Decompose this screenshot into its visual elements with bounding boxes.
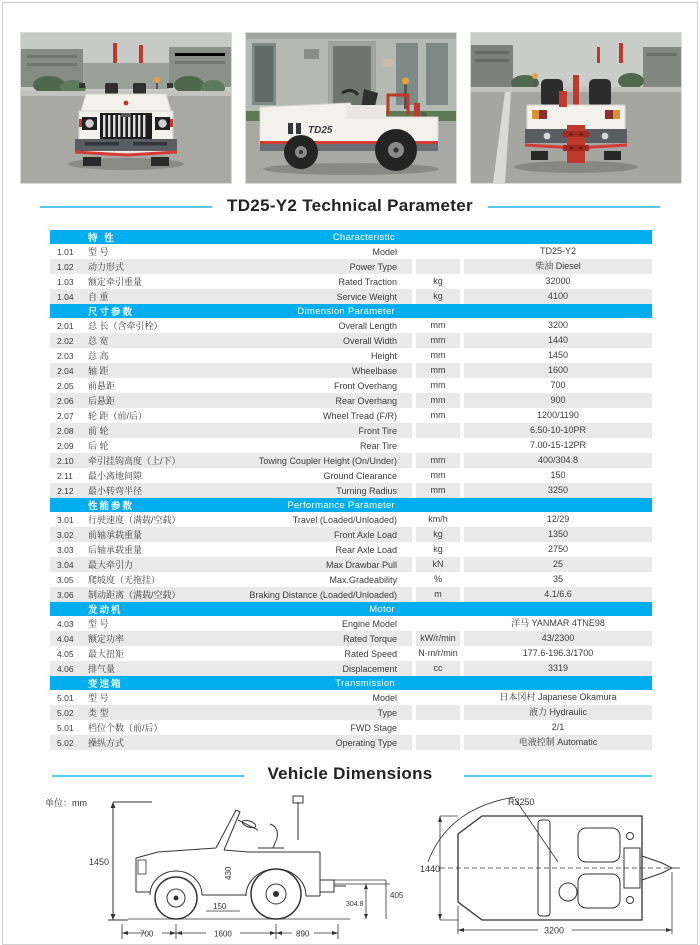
row-label-cn: 前 轮 [88, 426, 109, 436]
row-left-cell [50, 483, 412, 498]
row-unit: mm [416, 453, 460, 468]
row-label-cn: 排气量 [88, 664, 116, 674]
row-label-en: Overall Width [342, 335, 397, 346]
spec-table [50, 230, 652, 750]
row-value: 1350 [464, 527, 652, 542]
row-unit: mm [416, 363, 460, 378]
rear-view-photo [470, 32, 682, 184]
row-number: 2.07 [57, 410, 74, 421]
row-label-cn: 档位个数（前/后） [88, 723, 163, 733]
table-row [50, 661, 652, 676]
table-row [50, 274, 652, 289]
table-row [50, 720, 652, 735]
page-title: TD25-Y2 Technical Parameter [227, 196, 473, 215]
row-label-en: Model [372, 246, 397, 257]
row-left-cell [50, 378, 412, 393]
row-label-cn: 额定功率 [88, 634, 125, 644]
row-left-cell [50, 527, 412, 542]
table-row [50, 512, 652, 527]
section-title-cn: 尺寸参数 [88, 307, 135, 318]
section-header [50, 304, 652, 318]
row-unit: m [416, 587, 460, 602]
row-unit: kg [416, 527, 460, 542]
row-left-cell [50, 363, 412, 378]
row-label-cn: 最大牵引力 [88, 560, 134, 570]
table-row [50, 616, 652, 631]
row-label-en: Power Type [349, 261, 397, 272]
row-number: 2.03 [57, 350, 74, 361]
svg-text:430: 430 [224, 866, 233, 880]
table-row [50, 572, 652, 587]
row-left-cell [50, 616, 412, 631]
row-left-cell [50, 348, 412, 363]
row-unit [416, 423, 460, 438]
row-value: 7.00-15-12PR [529, 440, 587, 450]
dimensions-rule-left [52, 775, 244, 777]
row-value: 32000 [545, 276, 571, 286]
row-value: 3200 [547, 320, 569, 330]
table-row [50, 587, 652, 602]
row-value: 25 [464, 557, 652, 572]
row-unit [416, 616, 460, 631]
row-left-cell [50, 705, 412, 720]
section-title-cn: 发动机 [88, 605, 123, 616]
side-view-photo [245, 32, 457, 184]
row-left-cell [50, 572, 412, 587]
row-label-cn: 最大扭矩 [88, 649, 125, 659]
row-number: 4.05 [57, 648, 74, 659]
row-value: 1440 [464, 333, 652, 348]
row-left-cell [50, 587, 412, 602]
row-left-cell [50, 393, 412, 408]
row-unit: N·m/r/min [418, 648, 458, 658]
table-row [50, 542, 652, 557]
row-value: 1200/1190 [537, 410, 579, 420]
row-label-cn: 最小离地间隙 [88, 471, 143, 481]
row-label-en: Rated Speed [344, 648, 397, 659]
row-label-en: Max Drawbar Pull [325, 559, 397, 570]
row-label-cn: 总 长（含牵引栓） [88, 321, 163, 331]
row-unit [416, 438, 460, 453]
row-left-cell [50, 646, 412, 661]
row-number: 3.04 [57, 559, 74, 570]
row-label-cn: 最小转弯半径 [88, 486, 143, 496]
row-unit: mm [416, 333, 460, 348]
row-number: 4.06 [57, 663, 74, 674]
side-view-drawing [88, 792, 418, 945]
table-row [50, 259, 652, 274]
row-value: 日本冈村 Japanese Okamura [499, 692, 617, 702]
row-label-cn: 操纵方式 [88, 738, 125, 748]
row-label-cn: 轴 距 [88, 366, 109, 376]
row-unit: % [433, 574, 442, 584]
row-value: 1600 [464, 363, 652, 378]
svg-text:405: 405 [390, 891, 404, 900]
row-number: 5.02 [57, 737, 74, 748]
row-number: 3.06 [57, 589, 74, 600]
top-view-drawing [420, 790, 685, 945]
row-unit: kg [416, 289, 460, 304]
row-value: 150 [550, 470, 566, 480]
row-unit: kW/r/min [416, 631, 460, 646]
row-label-cn: 轮 距（前/后） [88, 411, 148, 421]
section-header [50, 230, 652, 244]
row-left-cell [50, 453, 412, 468]
row-left-cell [50, 438, 412, 453]
row-number: 1.03 [57, 276, 74, 287]
table-row [50, 408, 652, 423]
row-unit: mm [430, 320, 446, 330]
row-left-cell [50, 423, 412, 438]
row-label-cn: 牵引挂钩高度（上/下） [88, 456, 181, 466]
section-title-cn: 变速箱 [88, 679, 123, 690]
row-label-cn: 总 宽 [88, 336, 109, 346]
row-left-cell [50, 720, 412, 735]
row-label-en: Wheelbase [351, 365, 397, 376]
table-row [50, 393, 652, 408]
table-row [50, 438, 652, 453]
row-number: 4.04 [57, 633, 74, 644]
row-label-en: Rear Axle Load [335, 544, 397, 555]
row-unit: mm [416, 483, 460, 498]
row-unit: kg [433, 544, 443, 554]
table-row [50, 289, 652, 304]
svg-text:R3250: R3250 [508, 797, 535, 807]
table-row [50, 244, 652, 259]
row-label-en: Front Overhang [333, 380, 397, 391]
title-rule-left [40, 206, 212, 208]
table-row [50, 423, 652, 438]
row-number: 3.01 [57, 514, 74, 525]
row-value: 4100 [464, 289, 652, 304]
table-row [50, 348, 652, 363]
table-row [50, 318, 652, 333]
row-number: 3.03 [57, 544, 74, 555]
table-row [50, 468, 652, 483]
section-title-cn: 特 性 [88, 233, 116, 244]
row-label-en: Operating Type [335, 737, 397, 748]
row-label-cn: 后轴承载重量 [88, 545, 143, 555]
section-title-en: Transmission [335, 677, 395, 689]
row-left-cell [50, 259, 412, 274]
svg-text:3200: 3200 [544, 925, 565, 936]
row-label-en: Wheel Tread (F/R) [322, 410, 397, 421]
row-number: 2.02 [57, 335, 74, 346]
row-number: 3.02 [57, 529, 74, 540]
row-label-cn: 型 号 [88, 247, 109, 257]
row-label-cn: 爬坡度（无拖挂） [88, 575, 161, 585]
row-unit [416, 705, 460, 720]
row-unit: km/h [428, 514, 448, 524]
row-label-cn: 总 高 [88, 351, 109, 361]
row-label-cn: 型 号 [88, 693, 109, 703]
row-label-en: Overall Length [338, 320, 397, 331]
row-value: 35 [552, 574, 563, 584]
row-label-en: Model [372, 692, 397, 703]
svg-text:890: 890 [296, 929, 310, 939]
row-value: 液力 Hydraulic [464, 705, 652, 720]
row-label-en: Rated Torque [343, 633, 397, 644]
dimensions-rule-right [464, 775, 652, 777]
row-value: 400/304.8 [464, 453, 652, 468]
table-row [50, 333, 652, 348]
row-number: 2.10 [57, 455, 74, 466]
row-number: 2.04 [57, 365, 74, 376]
front-view-photo [20, 32, 232, 184]
row-label-cn: 前悬距 [88, 381, 116, 391]
row-label-cn: 类 型 [88, 708, 109, 718]
row-value: 4.1/6.6 [464, 587, 652, 602]
row-label-en: Front Tire [358, 425, 397, 436]
row-left-cell [50, 318, 412, 333]
row-number: 2.06 [57, 395, 74, 406]
row-left-cell [50, 289, 412, 304]
table-row [50, 646, 652, 661]
title-rule-right [488, 206, 660, 208]
section-title-cn: 性能参数 [88, 501, 135, 512]
rear-view-illustration [471, 33, 681, 183]
front-view-illustration [21, 33, 231, 183]
row-number: 2.05 [57, 380, 74, 391]
row-label-en: Max.Gradeability [329, 574, 397, 585]
table-row [50, 378, 652, 393]
row-label-en: Rear Tire [359, 440, 397, 451]
row-value: 2/1 [551, 722, 565, 732]
row-left-cell [50, 468, 412, 483]
row-label-cn: 行驶速度（满载/空载） [88, 515, 181, 525]
svg-text:1440: 1440 [420, 864, 441, 874]
row-label-en: Type [377, 707, 397, 718]
row-number: 5.01 [57, 722, 74, 733]
row-value: 2750 [547, 544, 569, 554]
row-label-cn: 型 号 [88, 619, 109, 629]
row-label-en: Ground Clearance [323, 470, 397, 481]
row-label-en: Rated Traction [338, 276, 397, 287]
row-unit: mm [416, 393, 460, 408]
row-unit [416, 720, 460, 735]
row-value: 1450 [547, 350, 569, 360]
row-unit [416, 244, 460, 259]
row-left-cell [50, 690, 412, 705]
row-value: 3319 [464, 661, 652, 676]
row-left-cell [50, 512, 412, 527]
row-unit: kg [433, 276, 443, 286]
row-value: 700 [550, 380, 566, 390]
table-row [50, 690, 652, 705]
row-number: 2.12 [57, 485, 74, 496]
row-number: 2.08 [57, 425, 74, 436]
row-unit [416, 735, 460, 750]
row-number: 5.02 [57, 707, 74, 718]
row-label-en: Braking Distance (Loaded/Unloaded) [249, 589, 397, 600]
row-left-cell [50, 735, 412, 750]
row-unit: cc [416, 661, 460, 676]
row-label-en: Displacement [342, 663, 397, 674]
row-value: TD25-Y2 [539, 246, 576, 256]
section-header [50, 498, 652, 512]
dimensions-title: Vehicle Dimensions [267, 764, 433, 783]
table-row [50, 363, 652, 378]
table-row [50, 631, 652, 646]
row-left-cell [50, 408, 412, 423]
row-number: 2.09 [57, 440, 74, 451]
row-label-cn: 动力形式 [88, 262, 125, 272]
row-unit [416, 259, 460, 274]
row-unit [416, 690, 460, 705]
row-label-en: Height [370, 350, 397, 361]
section-title-en: Dimension Parameter [297, 305, 395, 317]
table-row [50, 557, 652, 572]
row-unit: mm [430, 410, 446, 420]
table-row [50, 483, 652, 498]
row-label-en: FWD Stage [350, 722, 397, 733]
row-unit: mm [430, 380, 446, 390]
svg-text:TD25: TD25 [308, 125, 333, 136]
row-value: 900 [464, 393, 652, 408]
section-header [50, 602, 652, 616]
row-label-cn: 后 轮 [88, 441, 109, 451]
side-view-illustration [246, 33, 456, 183]
section-title-en: Motor [369, 603, 395, 615]
row-left-cell [50, 333, 412, 348]
row-label-cn: 前轴承载重量 [88, 530, 143, 540]
row-value: 洋马 YANMAR 4TNE98 [511, 618, 605, 628]
row-left-cell [50, 631, 412, 646]
row-number: 2.01 [57, 320, 74, 331]
row-label-en: Front Axle Load [333, 529, 397, 540]
row-number: 1.02 [57, 261, 74, 272]
row-number: 4.03 [57, 618, 74, 629]
row-value: 3250 [464, 483, 652, 498]
svg-text:1600: 1600 [214, 929, 232, 939]
row-label-en: Rear Overhang [335, 395, 397, 406]
table-row [50, 453, 652, 468]
row-left-cell [50, 661, 412, 676]
row-number: 2.11 [57, 470, 73, 481]
row-value: 柴油 Diesel [464, 259, 652, 274]
section-title-en: Characteristic [332, 231, 395, 243]
section-header [50, 676, 652, 690]
row-label-cn: 自 重 [88, 292, 109, 302]
row-unit: kN [416, 557, 460, 572]
row-left-cell [50, 274, 412, 289]
row-number: 1.04 [57, 291, 74, 302]
row-left-cell [50, 557, 412, 572]
row-value: 6.50-10-10PR [464, 423, 652, 438]
row-label-cn: 制动距离（满载/空载） [88, 590, 181, 600]
table-row [50, 527, 652, 542]
row-number: 3.05 [57, 574, 74, 585]
row-label-cn: 额定牵引重量 [88, 277, 143, 287]
row-label-en: Turning Radius [336, 485, 397, 496]
row-value: 电液控制 Automatic [464, 735, 652, 750]
row-left-cell [50, 542, 412, 557]
svg-text:1450: 1450 [89, 857, 110, 867]
row-value: 177.6-196.3/1700 [522, 648, 594, 658]
unit-note: 单位：mm [45, 798, 87, 808]
row-number: 1.01 [57, 246, 74, 257]
row-left-cell [50, 244, 412, 259]
row-unit: mm [430, 350, 446, 360]
row-label-en: Travel (Loaded/Unloaded) [292, 514, 397, 525]
svg-text:304.8: 304.8 [346, 901, 364, 908]
section-title-en: Performance Parameter [287, 499, 395, 511]
row-label-en: Service Weight [336, 291, 397, 302]
row-value: 43/2300 [464, 631, 652, 646]
row-number: 5.01 [57, 692, 74, 703]
row-value: 12/29 [546, 514, 570, 524]
row-label-en: Engine Model [341, 618, 397, 629]
row-label-en: Towing Coupler Height (On/Under) [258, 455, 397, 466]
row-label-cn: 后悬距 [88, 396, 116, 406]
svg-text:700: 700 [140, 929, 154, 939]
row-unit: mm [430, 470, 446, 480]
table-row [50, 705, 652, 720]
svg-text:150: 150 [213, 902, 227, 911]
table-row [50, 735, 652, 750]
